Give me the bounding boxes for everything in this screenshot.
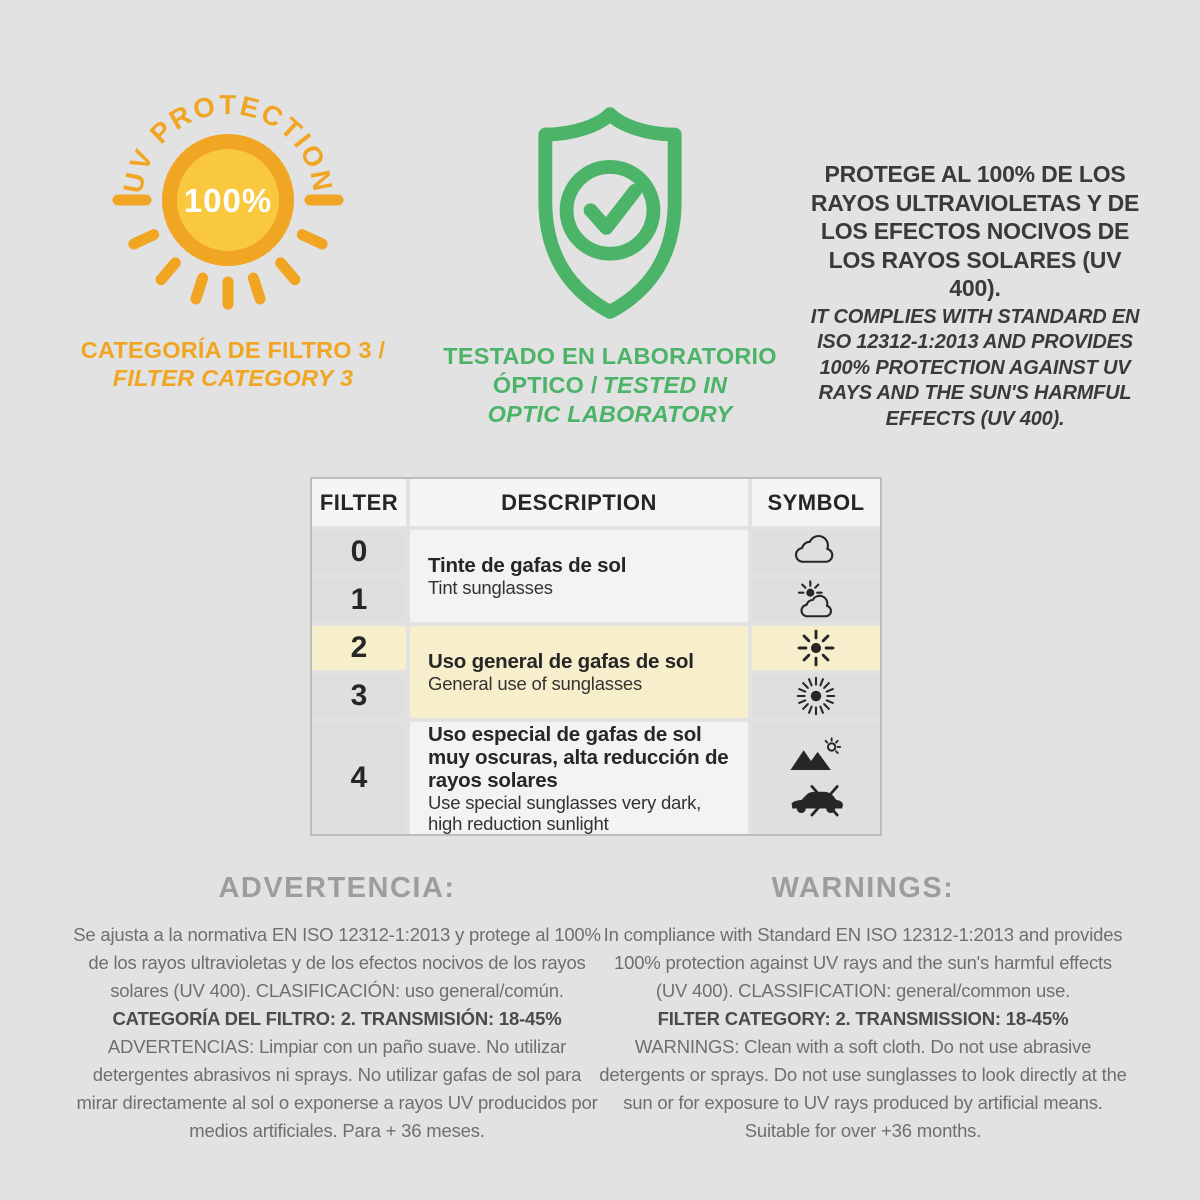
table-header-filter: FILTER: [312, 479, 406, 526]
lab-caption-line1: TESTADO EN LABORATORIO: [443, 343, 777, 369]
tested-in-lab-caption: [430, 342, 790, 429]
uv-protection-sun-icon: [78, 28, 378, 328]
symbol-cell-filter-3: [752, 674, 880, 718]
symbol-cell-filter-0: [752, 530, 880, 574]
warnings-heading: WARNINGS:: [771, 872, 955, 904]
advertencia-category-line: CATEGORÍA DEL FILTRO: 2. TRANSMISIÓN: 18-45%: [112, 1008, 562, 1029]
advertencia-paragraph-1: Se ajusta a la normativa EN ISO 12312-1:2013 y protege al 100% de los rayos ultravioletas y de los efectos nocivos de los rayos solares (UV 400). CLASIFICACIÓN: uso general/común.: [73, 924, 601, 1001]
lab-caption-line2-en: TESTED IN: [602, 372, 728, 398]
mountains-with-sun-icon: [788, 735, 844, 777]
lab-caption-line3: OPTIC LABORATORY: [487, 401, 733, 427]
symbol-cell-filter-4: [752, 722, 880, 834]
symbol-cell-filter-1: [752, 578, 880, 622]
lab-caption-line2-es: ÓPTICO /: [492, 372, 598, 398]
filter-2-cell: 2: [312, 626, 406, 670]
bright-sun-icon: [792, 674, 840, 718]
shield-check-icon: [517, 105, 703, 323]
filter-category-3-en: FILTER CATEGORY 3: [112, 365, 354, 391]
protection-statement-en: IT COMPLIES WITH STANDARD EN ISO 12312-1:2013 AND PROVIDES 100% PROTECTION AGAINST UV RAYS AND THE SUN'S HARMFUL EFFECTS (UV 400).: [810, 305, 1140, 430]
uv-protection-arc-text: UV PROTECTION: [116, 88, 340, 196]
sun-behind-cloud-icon: [790, 578, 842, 622]
filter-4-cell: 4: [312, 722, 406, 834]
filter-category-3-caption: [43, 336, 423, 392]
warnings-paragraph-1: In compliance with Standard EN ISO 12312-1:2013 and provides 100% protection against UV rays and the sun's harmful effects (UV 400). CLASSIFICATION: general/common use.: [603, 924, 1123, 1001]
description-filters-2-3: [410, 626, 748, 718]
description-sub: Tint sunglasses: [428, 577, 553, 598]
filter-1-cell: 1: [312, 578, 406, 622]
description-sub: General use of sunglasses: [428, 673, 643, 694]
filter-3-cell: 3: [312, 674, 406, 718]
protection-statement: [808, 160, 1142, 432]
sun-icon: [793, 626, 839, 670]
uv-100-percent-label: 100%: [183, 182, 273, 219]
filter-category-3-es: CATEGORÍA DE FILTRO 3 /: [80, 337, 386, 363]
symbol-cell-filter-2: [752, 626, 880, 670]
advertencia-section: [72, 872, 602, 1145]
cloud-icon: [790, 532, 842, 572]
description-filters-0-1: [410, 530, 748, 622]
description-main: Uso general de gafas de sol: [428, 650, 694, 673]
table-header-symbol: SYMBOL: [752, 479, 880, 526]
description-sub: Use special sunglasses very dark, high reduction sunlight: [428, 791, 702, 834]
warnings-paragraph-2: WARNINGS: Clean with a soft cloth. Do not use abrasive detergents or sprays. Do not use sunglasses to look directly at the sun or for exposure to UV rays produced by artificial means. Suitable for over +36 months.: [599, 1036, 1127, 1141]
description-main: Tinte de gafas de sol: [428, 554, 627, 577]
description-filter-4: [410, 722, 748, 834]
advertencia-paragraph-2: ADVERTENCIAS: Limpiar con un paño suave. No utilizar detergentes abrasivos ni sprays. No utilizar gafas de sol para mirar directamente al sol o exponerse a rayos UV producidos por medios artificiales. Para + 36 meses.: [76, 1036, 598, 1141]
description-main: Uso especial de gafas de sol muy oscuras, alta reducción de rayos solares: [428, 722, 729, 792]
table-header-description: DESCRIPTION: [410, 479, 748, 526]
filter-0-cell: 0: [312, 530, 406, 574]
advertencia-heading: ADVERTENCIA:: [218, 872, 456, 904]
warnings-category-line: FILTER CATEGORY: 2. TRANSMISSION: 18-45%: [657, 1008, 1069, 1029]
protection-statement-es: PROTEGE AL 100% DE LOS RAYOS ULTRAVIOLETAS Y DE LOS EFECTOS NOCIVOS DE LOS RAYOS SOLARES (UV 400).: [810, 161, 1140, 301]
no-driving-car-icon: [785, 782, 847, 822]
filter-category-table: [310, 477, 882, 836]
warnings-section: [598, 872, 1128, 1145]
